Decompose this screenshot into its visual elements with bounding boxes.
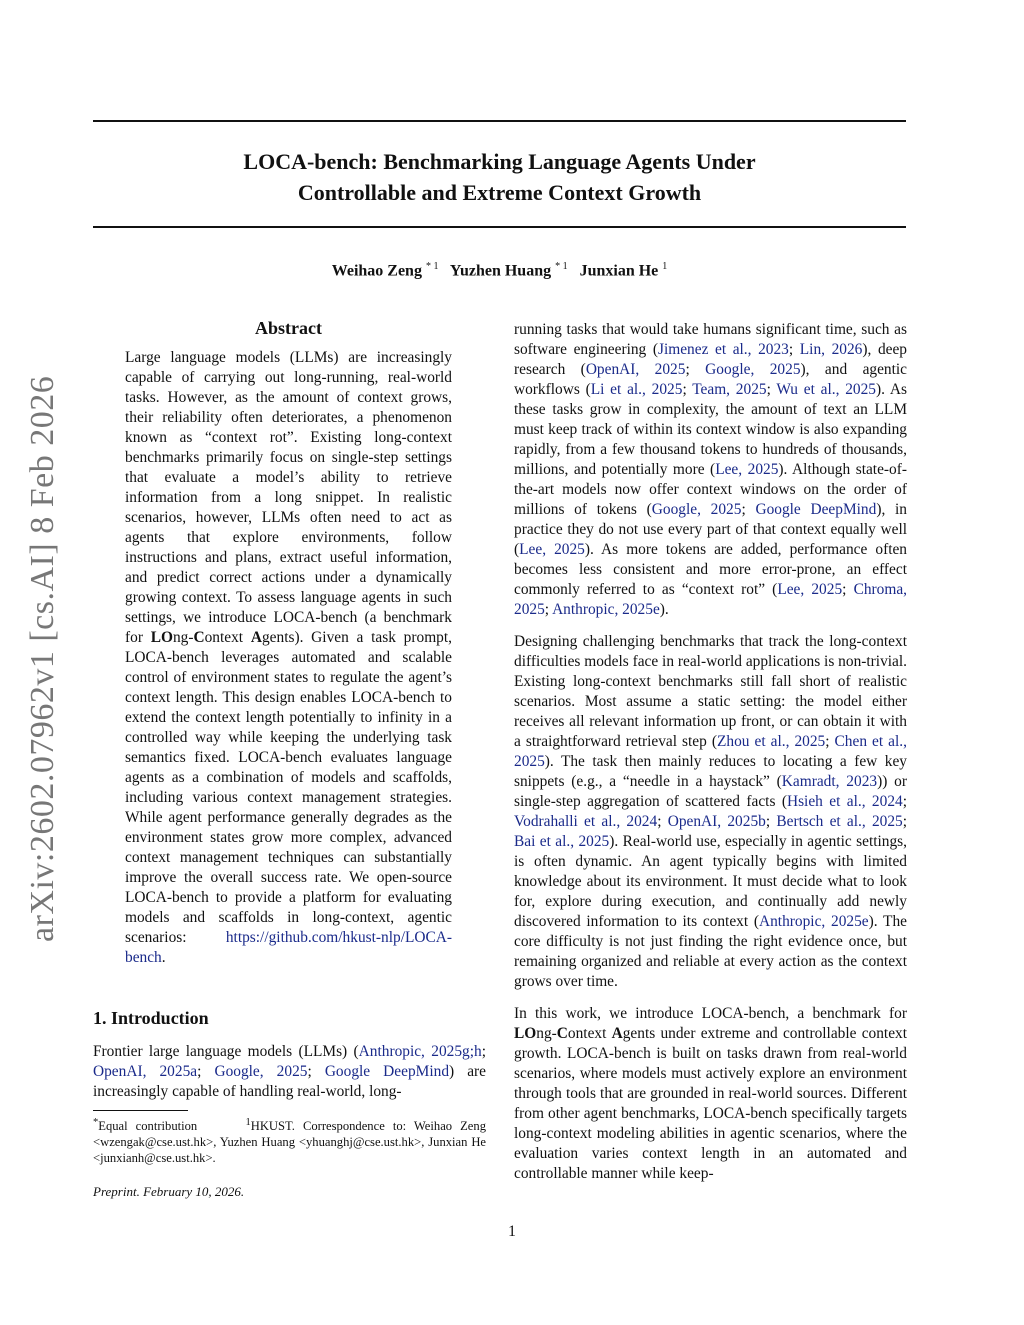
text-run: gents). Given a task prompt, LOCA-bench leverages automated and scalable control of environment states to regulate the agent’s context length. This design enables LOCA-bench to extend the context length potentially to infinity in a controlled way while keeping the underlying task semantics fixed. LOCA-bench evaluates language agents as a combination of models and scaffolds, including various context management strategies. While agent performance generally degrades as the environment states grow more complex, advanced context management techniques can substantially improve the overall success rate. We open-source LOCA-bench to provide a platform for evaluating models and scaffolds in long-context, agentic scenarios: [125,629,452,946]
citation-link[interactable]: Google, 2025 [651,501,742,518]
intro-left-paragraph [93,1042,486,1102]
arxiv-identifier: arXiv:2602.07962v1 [cs.AI] 8 Feb 2026 [24,375,61,942]
citation-link[interactable]: Jimenez et al., 2023 [657,341,789,358]
bold-run: A [611,1025,623,1042]
bold-run: C [193,629,205,646]
author-affiliation: 1 [662,261,668,272]
citation-link[interactable]: Zhou et al., 2025 [716,733,826,750]
intro-paragraph-3 [514,1004,907,1184]
text-run: ), and agentic workflows ( [514,361,908,398]
text-run: ). The core difficulty is not just finding the right evidence once, but remaining organized and reliable at every action as the context grows over time. [514,913,907,990]
text-run: ). As these tasks grow in complexity, the amount of text an LLM must keep track of within its context window is also expanding rapidly, from a few thousand tokens to hundreds of thousands, millions, and potentially more ( [514,381,908,478]
citation-link[interactable]: Kamradt, 2023 [781,773,878,790]
top-rule [93,120,906,122]
citation-link[interactable]: Team, 2025 [692,381,767,398]
footnote-rule [93,1110,188,1111]
text-run: Designing challenging benchmarks that track the long-context difficulties models face in real-world applications is non-trivial. Existing long-context benchmarks still fall short of realistic scenarios. Most assume a static setting: the model either receives all relevant information up front, or can obtain it with a straightforward retrieval step ( [514,633,907,750]
text-run: ; [197,1063,215,1080]
text-run: ; [765,813,777,830]
text-run: ). [659,601,669,618]
page-number: 1 [508,1223,516,1240]
citation-link[interactable]: Chen et al., 2025 [514,733,907,770]
text-run: In this work, we introduce LOCA-bench, a benchmark for [514,1005,907,1022]
title-line-1: LOCA-bench: Benchmarking Language Agents Under [243,149,756,174]
intro-paragraph-1 [514,320,907,620]
text-run: ; [685,361,706,378]
citation-link[interactable]: Anthropic, 2025g;h [358,1043,482,1060]
text-run: . [161,949,166,966]
text-run: ; [788,341,800,358]
bold-run: A [250,629,262,646]
author-name: Junxian He [579,262,659,280]
citation-link[interactable]: Google, 2025 [214,1063,308,1080]
text-run: ). Real-world use, especially in agentic settings, is often dynamic. An agent typically begins with limited knowledge about its environment. It must decide what to look for, explore during execution, and continually add newly discovered information to its context ( [514,833,907,930]
citation-link[interactable]: Li et al., 2025 [590,381,683,398]
bold-run: C [556,1025,568,1042]
text-run: ). As more tokens are added, performance often becomes less consistent and more error-prone, an effect commonly referred to as “context rot” ( [514,541,908,598]
section-heading-introduction: 1. Introduction [93,1008,209,1028]
intro-paragraph-2 [514,632,907,992]
citation-link[interactable]: Google, 2025 [705,361,801,378]
author-name: Weihao Zeng [331,262,422,280]
text-run: ) are increasingly capable of handling real-world, long- [93,1063,486,1100]
preprint-note: Preprint. February 10, 2026. [93,1184,245,1199]
abstract-text [125,348,452,968]
text-run: ). Although state-of-the-art models now offer context windows on the order of millions of tokens ( [514,461,907,518]
text-run: Frontier large language models (LLMs) ( [93,1043,359,1060]
citation-link[interactable]: OpenAI, 2025a [93,1063,198,1080]
citation-link[interactable]: Lee, 2025 [715,461,779,478]
text-run: ; [657,813,668,830]
citation-link[interactable]: Hsieh et al., 2024 [786,793,903,810]
text-run: ; [544,601,553,618]
bold-run: LO [514,1025,537,1042]
citation-link[interactable]: Bai et al., 2025 [514,833,610,850]
text-run: ), deep research ( [514,341,907,378]
text-run: ; [902,793,907,810]
citation-link[interactable]: OpenAI, 2025b [667,813,766,830]
text-run: ; [902,813,908,830]
text-run: Large language models (LLMs) are increasingly capable of carrying out long-running, real-world tasks. However, as the amount of context grows, their reliability often deteriorates, a phenomenon known as “context rot”. Existing long-context benchmarks primarily focus on single-step settings that evaluate a model’s ability to retrieve information from a long snippet. In realistic scenarios, however, LLMs often need to act as agents that explore environments, follow instructions and plans, extract useful information, and predict correct actions under a dynamically growing context. To assess language agents in such settings, we introduce LOCA-bench (a benchmark for [125,349,452,646]
author-list [93,261,906,280]
text-run: ; [481,1043,486,1060]
text-run: ; [825,733,835,750]
text-run: gents under extreme and controllable context growth. LOCA-bench is built on tasks drawn from real-world scenarios, where models must actively explore an environment through tools that are grounded in real-world sources. Different from other agent benchmarks, LOCA-bench specifically targets long-context modeling abilities in agentic scenarios, where the evaluation varies context length in an automated and controllable manner while keep- [514,1025,907,1182]
citation-link[interactable]: Vodrahalli et al., 2024 [514,813,658,830]
text-run: HKUST. Correspondence to: Weihao Zeng <wzengak@cse.ust.hk>, Yuzhen Huang <yhuanghj@cse.ust.hk>, Junxian He <junxianh@cse.ust.hk>. [93,1119,486,1166]
bold-run: LO [150,629,173,646]
text-run: ng- [172,629,194,646]
text-run: ; [682,381,693,398]
github-link[interactable]: https://github.com/hkust-nlp/LOCA-bench [125,929,452,966]
text-run: ). The task then mainly reduces to locating a few key snippets (e.g., a “needle in a haystack” ( [514,753,907,790]
text-run: ), in practice they do not use every part of that context equally well ( [514,501,907,558]
citation-link[interactable]: Google DeepMind [324,1063,450,1080]
citation-link[interactable]: Chroma, 2025 [514,581,907,618]
citation-link[interactable]: Wu et al., 2025 [776,381,876,398]
author-affiliation: * 1 [555,261,568,272]
citation-link[interactable]: Lee, 2025 [519,541,585,558]
text-run: running tasks that would take humans significant time, such as software engineering ( [514,321,907,358]
abstract-heading: Abstract [255,318,322,338]
text-run: ontext [567,1025,612,1042]
author-affiliation: * 1 [425,261,439,272]
citation-link[interactable]: Google DeepMind [755,501,877,518]
citation-link[interactable]: Anthropic, 2025e [759,913,869,930]
text-run: ng- [536,1025,557,1042]
paper-title [93,146,906,208]
citation-link[interactable]: Lin, 2026 [799,341,863,358]
author-name: Yuzhen Huang [449,262,552,280]
text-run: Equal contribution [98,1119,206,1134]
text-run: ; [741,501,756,518]
footnote [93,1115,486,1166]
citation-link[interactable]: OpenAI, 2025 [585,361,686,378]
text-run: ; [842,581,854,598]
footnote-mark: 1 [245,1117,251,1128]
text-run: )) or single-step aggregation of scattered facts ( [514,773,907,810]
title-bottom-rule [93,226,906,228]
right-column [514,320,907,1196]
citation-link[interactable]: Bertsch et al., 2025 [776,813,903,830]
text-run: ; [766,381,777,398]
citation-link[interactable]: Lee, 2025 [777,581,843,598]
text-run: ; [307,1063,325,1080]
citation-link[interactable]: Anthropic, 2025e [552,601,660,618]
title-line-2: Controllable and Extreme Context Growth [297,180,702,205]
text-run: ontext [204,629,251,646]
footnote-mark: * [93,1117,99,1128]
